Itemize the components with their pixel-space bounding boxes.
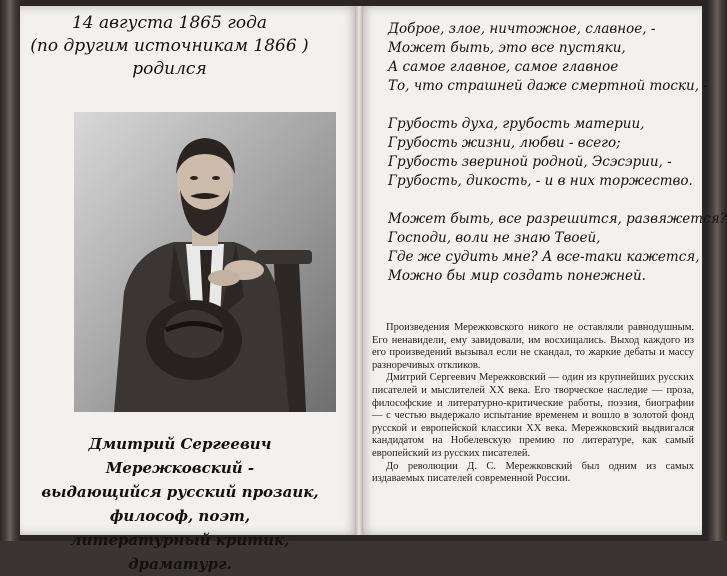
prose-paragraph: Дмитрий Сергеевич Мережковский — один из крупнейших русских писателей и мыслителей XX века. Его творческое наследие — проза, философские и литературно-критические работы, поэзия, биографии — с честью выдержало испытание временем и вошло в золотой фонд русской и европейской классики XX века. Мережковский выдвигался кандидатом на Нобелевскую премию по литературе, как самый европейский из русских писателей. [372,372,694,459]
poem-line: Грубость, дикость, - и в них торжество. [388,173,693,189]
poem-line: То, что страшней даже смертной тоски, - [388,78,708,94]
poem-stanza [388,115,698,191]
header-line: 14 августа 1865 года [71,13,268,33]
prose-paragraph: До революции Д. С. Мережковский был одним из самых издаваемых писателей современной России. [372,460,694,485]
poem-line: Где же судить мне? А все-таки кажется, [388,249,700,265]
birth-date-header [0,12,339,81]
prose-paragraph: Произведения Мережковского никого не оставляли равнодушным. Его ненавидели, ему завидовали, им восхищались. Выход каждого из его произведений вызывал если не скандал, то жаркие дебаты и массу разноречивых откликов. [372,322,694,371]
header-line: (по другим источникам 1866 ) [30,36,309,56]
biography-text [372,322,694,486]
poem-line: Грубость жизни, любви - всего; [388,135,621,151]
poem-line: Можно бы мир создать понежней. [388,268,646,284]
portrait-photo [74,112,336,412]
caption-line: Дмитрий Сергеевич Мережковский - [88,435,272,477]
book-spine [355,6,363,535]
poem-line: Грубость звериной родной, Эсэсэрии, - [388,154,672,170]
header-line: родился [132,59,207,79]
poem-line: Может быть, это все пустяки, [388,40,626,56]
portrait-illustration [74,112,336,412]
poem-line: Может быть, все разрешится, развяжется? [388,211,727,227]
portrait-caption [30,432,330,576]
caption-line: выдающийся русский прозаик, философ, поэт, [41,483,319,525]
caption-line: литературный критик, драматург. [70,531,290,573]
poem-line: А самое главное, самое главное [388,59,619,75]
poem-stanza [388,20,708,96]
poem-line: Грубость духа, грубость материи, [388,116,645,132]
poem-line: Доброе, злое, ничтожное, славное, - [388,21,656,37]
poem [388,20,727,305]
poem-stanza [388,210,727,286]
poem-line: Господи, воли не знаю Твоей, [388,230,601,246]
